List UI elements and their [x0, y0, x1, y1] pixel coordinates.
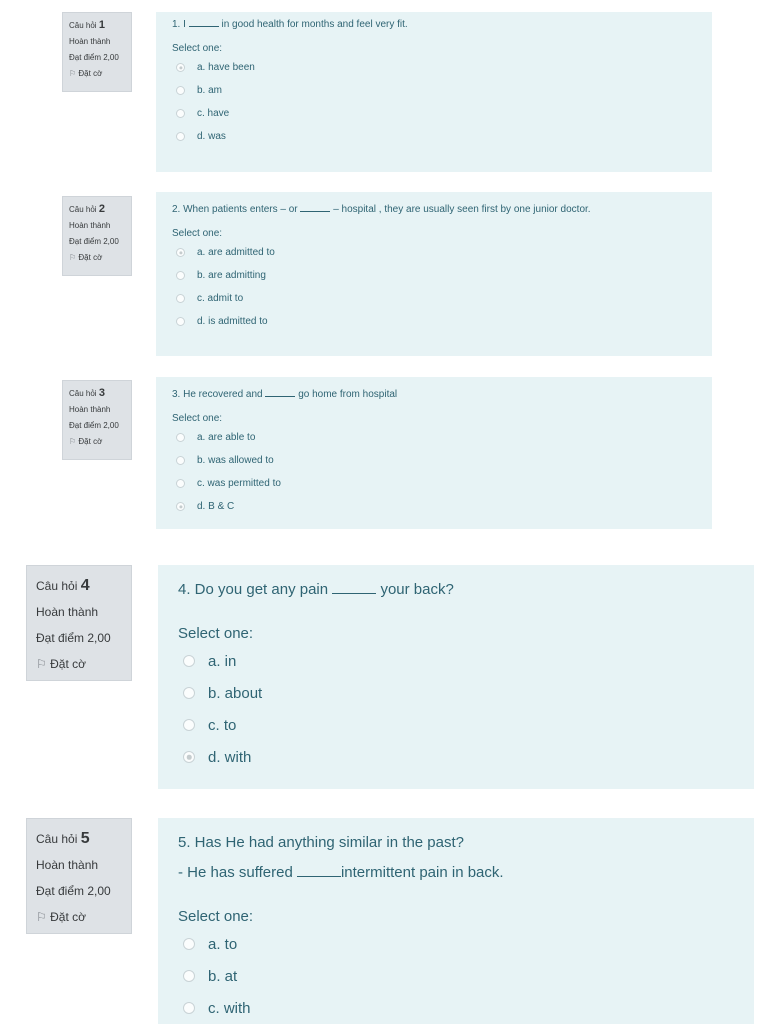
- question-label: Câu hỏi: [69, 389, 97, 398]
- question-info-2: [62, 196, 132, 276]
- answer-option[interactable]: c. to: [178, 709, 734, 741]
- question-status: Hoàn thành: [69, 37, 111, 46]
- question-content-4: [158, 565, 754, 789]
- question-content-3: [156, 377, 712, 529]
- radio-button[interactable]: [183, 719, 195, 731]
- answer-blank: [332, 593, 376, 594]
- answer-blank: [297, 876, 341, 877]
- question-text: 2. When patients enters – or – hospital , they are usually seen first by one junior doctor.: [172, 204, 591, 215]
- question-mark: Đạt điểm 2,00: [36, 884, 111, 898]
- radio-button[interactable]: [176, 317, 185, 326]
- question-status: Hoàn thành: [69, 221, 111, 230]
- radio-button[interactable]: [183, 751, 195, 763]
- answer-option[interactable]: a. are admitted to: [172, 241, 696, 264]
- answer-option[interactable]: a. in: [178, 645, 734, 677]
- question-number: 3: [98, 387, 105, 399]
- question-number: 4: [80, 577, 90, 594]
- flag-label: Đặt cờ: [78, 69, 103, 78]
- question-mark: Đạt điểm 2,00: [69, 421, 119, 430]
- question-info-4: [26, 565, 132, 681]
- radio-button[interactable]: [176, 132, 185, 141]
- question-content-2: [156, 192, 712, 356]
- radio-button[interactable]: [183, 938, 195, 950]
- radio-button[interactable]: [176, 271, 185, 280]
- answer-option[interactable]: b. are admitting: [172, 264, 696, 287]
- flag-question-button[interactable]: [36, 904, 122, 930]
- answer-option[interactable]: a. are able to: [172, 426, 696, 449]
- answer-option[interactable]: c. have: [172, 102, 696, 125]
- flag-icon: ⚐: [36, 657, 47, 671]
- question-status: Hoàn thành: [69, 405, 111, 414]
- question-content-5: [158, 818, 754, 1024]
- flag-icon: ⚐: [69, 437, 77, 446]
- question-info-3: [62, 380, 132, 460]
- select-one-prompt: Select one:: [178, 908, 254, 925]
- radio-button[interactable]: [176, 86, 185, 95]
- radio-button[interactable]: [176, 109, 185, 118]
- radio-button[interactable]: [176, 294, 185, 303]
- answer-blank: [265, 396, 295, 397]
- radio-button[interactable]: [183, 655, 195, 667]
- question-mark: Đạt điểm 2,00: [36, 631, 111, 645]
- answer-option[interactable]: d. is admitted to: [172, 310, 696, 333]
- question-info-1: [62, 12, 132, 92]
- answer-option[interactable]: a. to: [178, 928, 734, 960]
- radio-button[interactable]: [176, 433, 185, 442]
- radio-button[interactable]: [176, 502, 185, 511]
- answer-blank: [189, 26, 219, 27]
- answer-option[interactable]: c. admit to: [172, 287, 696, 310]
- answer-option[interactable]: d. was: [172, 125, 696, 148]
- answer-option[interactable]: d. B & C: [172, 495, 696, 518]
- question-info-5: [26, 818, 132, 934]
- answer-option[interactable]: b. about: [178, 677, 734, 709]
- flag-icon: ⚐: [69, 253, 77, 262]
- question-label: Câu hỏi: [36, 579, 78, 593]
- question-text: 1. I in good health for months and feel very fit.: [172, 19, 408, 30]
- answer-option[interactable]: c. was permitted to: [172, 472, 696, 495]
- question-content-1: [156, 12, 712, 172]
- answer-option[interactable]: b. was allowed to: [172, 449, 696, 472]
- radio-button[interactable]: [176, 479, 185, 488]
- question-status: Hoàn thành: [36, 858, 99, 872]
- question-label: Câu hỏi: [69, 205, 97, 214]
- answer-option[interactable]: b. at: [178, 960, 734, 992]
- question-label: Câu hỏi: [36, 832, 78, 846]
- flag-label: Đặt cờ: [78, 253, 103, 262]
- answer-option[interactable]: c. with: [178, 992, 734, 1024]
- question-mark: Đạt điểm 2,00: [69, 237, 119, 246]
- question-text: 3. He recovered and go home from hospital: [172, 389, 398, 400]
- select-one-prompt: Select one:: [172, 413, 223, 424]
- question-label: Câu hỏi: [69, 21, 97, 30]
- radio-button[interactable]: [183, 1002, 195, 1014]
- radio-button[interactable]: [183, 970, 195, 982]
- question-number: 5: [80, 830, 90, 847]
- select-one-prompt: Select one:: [172, 43, 223, 54]
- select-one-prompt: Select one:: [172, 228, 223, 239]
- flag-label: Đặt cờ: [78, 437, 103, 446]
- select-one-prompt: Select one:: [178, 625, 254, 642]
- question-text: 4. Do you get any pain your back?: [178, 581, 454, 598]
- question-text-line-2: - He has suffered intermittent pain in back.: [178, 864, 504, 881]
- question-number: 2: [98, 203, 105, 215]
- flag-question-button[interactable]: [36, 651, 122, 677]
- radio-button[interactable]: [176, 248, 185, 257]
- flag-icon: ⚐: [36, 910, 47, 924]
- question-mark: Đạt điểm 2,00: [69, 53, 119, 62]
- question-status: Hoàn thành: [36, 605, 99, 619]
- answer-blank: [300, 211, 330, 212]
- flag-label: Đặt cờ: [50, 910, 86, 924]
- question-text-line-1: 5. Has He had anything similar in the past?: [178, 834, 464, 851]
- radio-button[interactable]: [176, 63, 185, 72]
- question-number: 1: [98, 19, 105, 31]
- flag-icon: ⚐: [69, 69, 77, 78]
- flag-question-button[interactable]: [69, 434, 125, 450]
- radio-button[interactable]: [176, 456, 185, 465]
- flag-label: Đặt cờ: [50, 657, 86, 671]
- answer-option[interactable]: b. am: [172, 79, 696, 102]
- flag-question-button[interactable]: [69, 250, 125, 266]
- radio-button[interactable]: [183, 687, 195, 699]
- flag-question-button[interactable]: [69, 66, 125, 82]
- answer-option[interactable]: d. with: [178, 741, 734, 773]
- answer-option[interactable]: a. have been: [172, 56, 696, 79]
